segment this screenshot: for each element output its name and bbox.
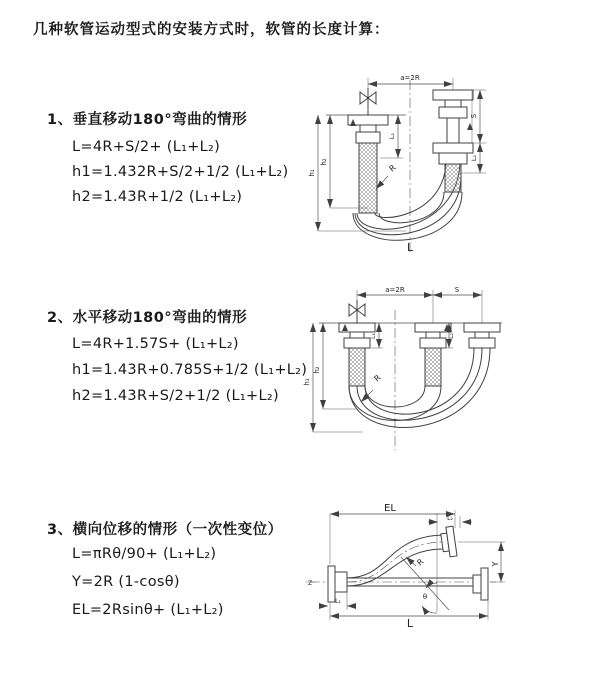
right-flange: [473, 568, 488, 600]
section-3-formula-l: L=πRθ/90+ (L₁+L₂): [72, 546, 217, 562]
z-mark: [306, 580, 316, 587]
braid-section: [425, 348, 441, 386]
label-radius: R: [415, 557, 426, 568]
flange: [433, 90, 473, 100]
braid-section: [349, 348, 365, 386]
section-3-formula-el: EL=2Rsinθ+ (L₁+L₂): [72, 602, 224, 618]
label-radius: R: [387, 163, 398, 174]
dim-label-l2: L₂: [448, 333, 455, 339]
section-3-formula-y: Y=2R (1-cosθ): [72, 574, 180, 590]
section-1-heading: 1、垂直移动180°弯曲的情形: [47, 112, 248, 128]
dim-label-h2: h₂: [313, 366, 321, 374]
hose-bend-arcs: [349, 348, 490, 428]
left-pipe-end: [326, 88, 406, 213]
dim-label-s: S: [454, 286, 460, 294]
flange: [464, 323, 500, 332]
section-3-heading: 3、横向位移的情形（一次性变位）: [47, 522, 283, 538]
braid-section: [445, 164, 461, 192]
dim-label-a2r: a=2R: [385, 286, 405, 294]
left-flange: [328, 566, 347, 602]
dimension-lines: [303, 286, 482, 432]
middle-pipe-end: [415, 323, 451, 386]
dim-label-h1: h₁: [308, 169, 316, 177]
z-mark-label: Z: [308, 580, 313, 587]
diagram-lateral-displacement: [298, 500, 598, 655]
label-radius: R: [372, 373, 383, 384]
radius-callout: [376, 163, 398, 189]
braid-section: [359, 143, 377, 213]
section-2-formula-h2: h2=1.43R+S/2+1/2 (L₁+L₂): [72, 388, 279, 404]
right-pipe-end: [433, 90, 473, 192]
dim-label-l2: L₂: [470, 154, 478, 162]
dim-label-y: Y: [491, 561, 500, 567]
dim-label-l: L: [406, 617, 414, 630]
dim-label-el: EL: [384, 503, 396, 514]
section-1-formula-l: L=4R+S/2+ (L₁+L₂): [72, 139, 221, 155]
dim-label-a2r: a=2R: [400, 74, 420, 82]
flange: [433, 143, 473, 153]
section-2-formula-h1: h1=1.43R+0.785S+1/2 (L₁+L₂): [72, 362, 308, 378]
label-length: L: [407, 241, 414, 254]
dim-label-s: S: [470, 113, 478, 119]
section-2-formula-l: L=4R+1.57S+ (L₁+L₂): [72, 336, 239, 352]
dim-label-l2: L₂: [447, 515, 453, 522]
section-1-formula-h2: h2=1.43R+1/2 (L₁+L₂): [72, 189, 243, 205]
diagram-vertical-movement: [310, 68, 600, 258]
dim-label-l1: L₁: [335, 598, 341, 605]
page-title: 几种软管运动型式的安装方式时，软管的长度计算：: [33, 22, 390, 38]
right-pipe-end: [464, 323, 500, 348]
dim-label-l1: L₁: [370, 333, 377, 339]
dim-label-h1: h₁: [303, 378, 311, 386]
geometry-construction: [401, 513, 449, 613]
section-2-heading: 2、水平移动180°弯曲的情形: [47, 310, 248, 326]
diagram-horizontal-movement: [305, 282, 595, 457]
section-1-formula-h1: h1=1.432R+S/2+1/2 (L₁+L₂): [72, 164, 289, 180]
dim-label-h2: h₂: [320, 158, 328, 166]
left-pipe-end: [339, 300, 375, 386]
dim-label-l1: L₁: [388, 132, 396, 140]
dimension-lines: [320, 503, 505, 630]
label-theta: θ: [422, 593, 428, 601]
upper-flange: [440, 526, 457, 558]
